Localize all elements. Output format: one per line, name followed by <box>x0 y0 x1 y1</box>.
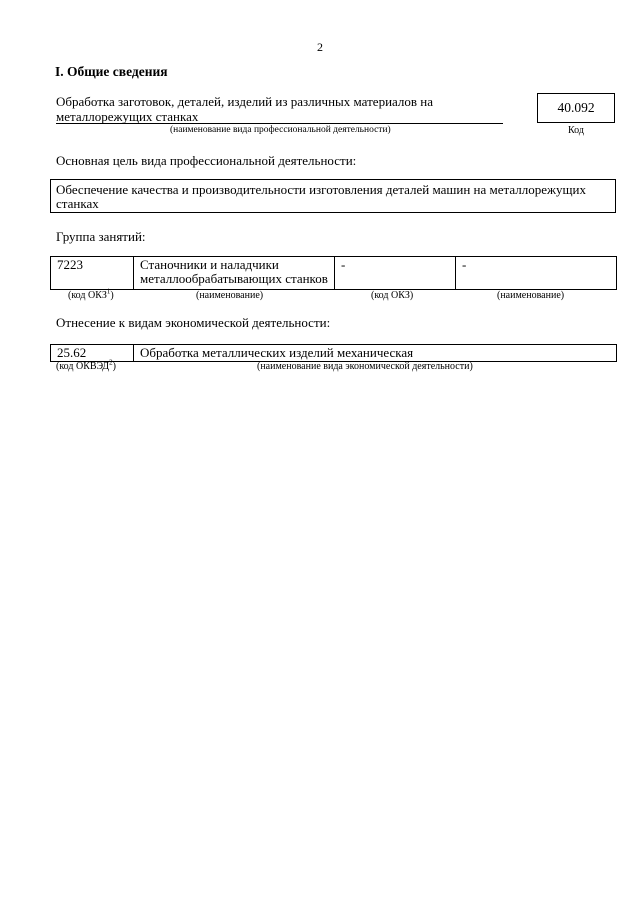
occupation-name-caption-1: (наименование) <box>196 290 264 301</box>
purpose-heading: Основная цель вида профессиональной деятельности: <box>56 153 357 168</box>
occupation-name-cell-1: Станочники и наладчики металлообрабатывающих станков <box>133 257 334 289</box>
activity-caption: (наименование вида профессиональной деятельности) <box>170 125 391 135</box>
activity-code-caption: Код <box>568 125 584 136</box>
economic-activity-heading: Отнесение к видам экономической деятельности: <box>56 315 331 330</box>
okz-code-cell-2: - <box>334 257 455 289</box>
activity-name: Обработка заготовок, деталей, изделий из различных материалов на металлорежущих станках <box>56 94 434 124</box>
occupation-group-heading: Группа занятий: <box>56 229 146 244</box>
economic-activity-table <box>50 344 617 362</box>
occupation-group-table <box>50 256 617 290</box>
economic-activity-name-caption: (наименование вида экономической деятельности) <box>257 361 473 372</box>
activity-code-box: 40.092 <box>537 93 615 123</box>
purpose-text: Обеспечение качества и производительности изготовления деталей машин на металлорежущих станках <box>56 182 586 211</box>
okz-code-caption-1: (код ОКЗ$^1$) <box>68 287 114 301</box>
page-number: 2 <box>317 40 323 54</box>
okved-code-cell: 25.62 <box>57 345 87 360</box>
economic-activity-name-cell: Обработка металлических изделий механическая <box>133 345 616 361</box>
activity-underline <box>56 123 503 124</box>
occupation-name-cell-2: - <box>455 257 616 289</box>
section-title: I. Общие сведения <box>55 64 168 79</box>
okz-code-caption-2: (код ОКЗ) <box>371 290 414 301</box>
okz-code-cell-1: 7223 <box>57 257 83 272</box>
okved-code-caption: (код ОКВЭД$^2$) <box>56 358 116 372</box>
occupation-name-caption-2: (наименование) <box>497 290 565 301</box>
